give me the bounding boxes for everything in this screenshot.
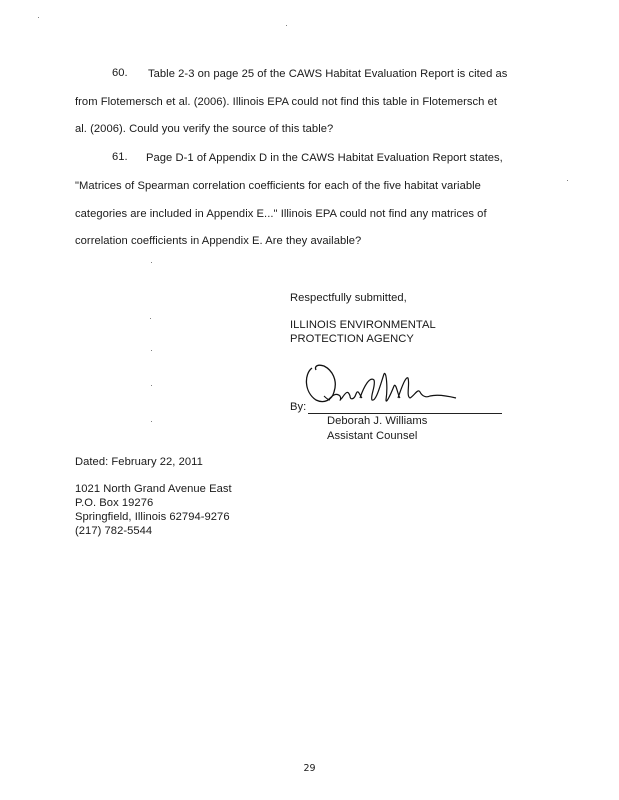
address-line: P.O. Box 19276 [75, 497, 154, 509]
scan-speck [151, 262, 152, 263]
text-line: "Matrices of Spearman correlation coefficients for each of the five habitat variable [75, 180, 481, 192]
signer-title: Assistant Counsel [327, 430, 418, 442]
page-number: 29 [303, 763, 316, 774]
scan-speck [151, 385, 152, 386]
scan-speck [151, 421, 152, 422]
scan-speck [150, 318, 151, 319]
address-line: Springfield, Illinois 62794-9276 [75, 511, 230, 523]
agency-name-line2: PROTECTION AGENCY [290, 333, 414, 345]
address-line: (217) 782-5544 [75, 525, 153, 537]
text-line: al. (2006). Could you verify the source of this table? [75, 123, 334, 135]
by-label: By: [290, 401, 307, 413]
text-line: correlation coefficients in Appendix E. Are they available? [75, 235, 362, 247]
agency-name-line1: ILLINOIS ENVIRONMENTAL [290, 319, 436, 331]
text-line: Table 2-3 on page 25 of the CAWS Habitat Evaluation Report is cited as [148, 68, 508, 80]
text-line: categories are included in Appendix E..." Illinois EPA could not find any matrices of [75, 208, 487, 220]
signature-rule [308, 413, 502, 414]
question-number: 60. [112, 67, 128, 79]
question-number: 61. [112, 151, 128, 163]
scan-speck [286, 25, 287, 26]
handwritten-signature [298, 356, 478, 414]
scan-speck [151, 350, 152, 351]
scan-speck [38, 17, 39, 18]
text-line: Page D-1 of Appendix D in the CAWS Habitat Evaluation Report states, [146, 152, 503, 164]
dated-line: Dated: February 22, 2011 [75, 456, 203, 468]
signer-name: Deborah J. Williams [327, 415, 428, 427]
text-line: from Flotemersch et al. (2006). Illinois EPA could not find this table in Flotemersch et [75, 96, 498, 108]
address-line: 1021 North Grand Avenue East [75, 483, 232, 495]
salutation: Respectfully submitted, [290, 292, 407, 304]
scan-speck [567, 180, 568, 181]
